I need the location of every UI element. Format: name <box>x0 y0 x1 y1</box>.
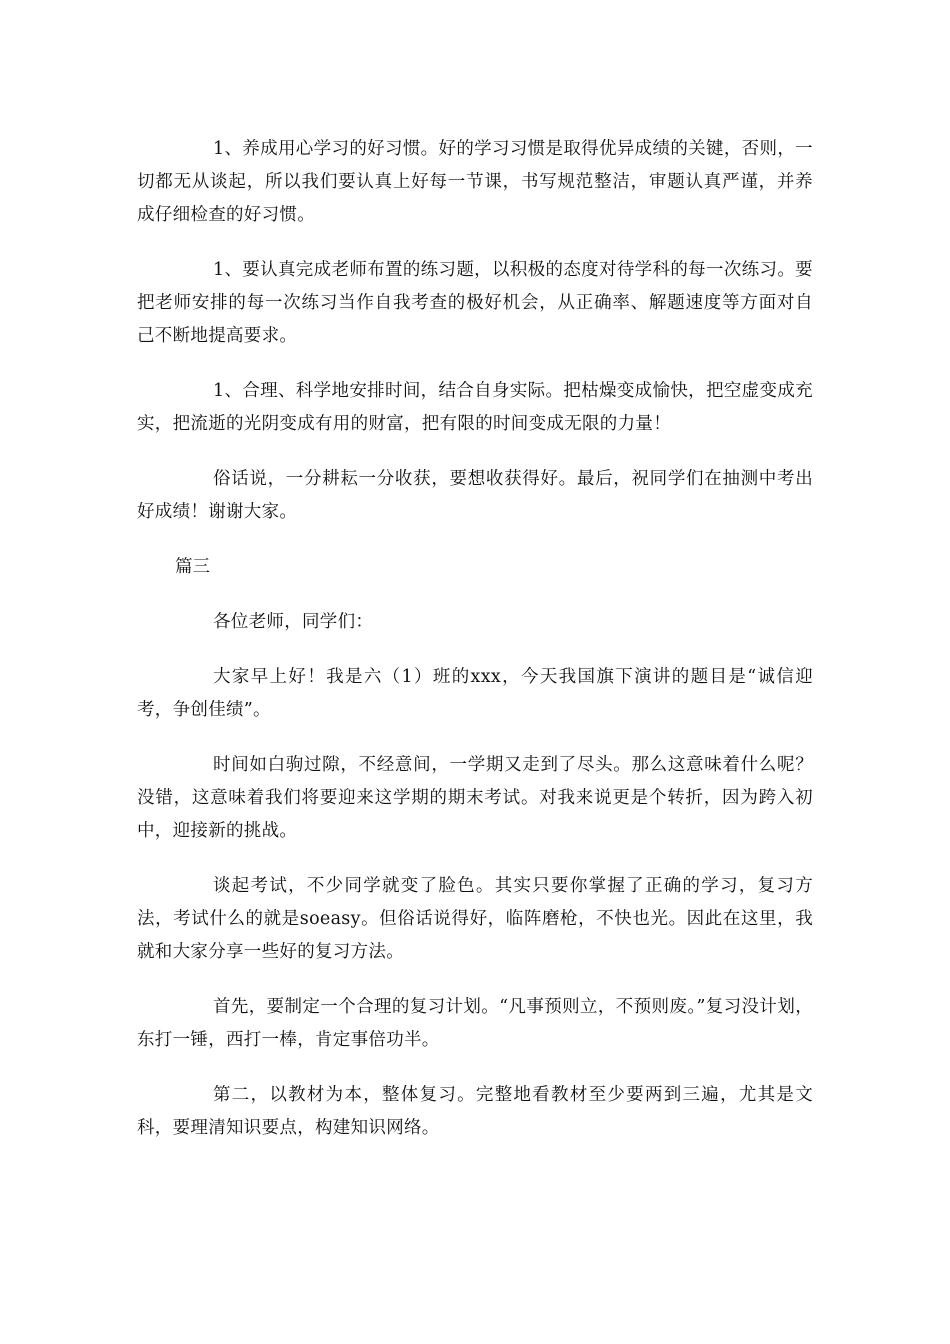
paragraph-exercises: 1、要认真完成老师布置的练习题，以积极的态度对待学科的每一次练习。要把老师安排的每一次练习当作自我考查的极好机会，从正确率、解题速度等方面对自己不断地提高要求。 <box>137 260 813 346</box>
section-heading: 篇三 <box>175 557 210 577</box>
paragraph-exam-talk: 谈起考试，不少同学就变了脸色。其实只要你掌握了正确的学习，复习方法，考试什么的就是soeasy。但俗话说得好，临阵磨枪，不快也光。因此在这里，我就和大家分享一些好的复习方法。 <box>137 876 813 962</box>
paragraph-review-plan: 首先，要制定一个合理的复习计划。“凡事预则立，不预则废。”复习没计划，东打一锤，西打一棒，肯定事倍功半。 <box>137 997 813 1050</box>
paragraph-time-management: 1、合理、科学地安排时间，结合自身实际。把枯燥变成愉快，把空虚变成充实，把流逝的光阴变成有用的财富，把有限的时间变成无限的力量！ <box>137 381 813 434</box>
paragraph-salutation: 各位老师，同学们： <box>213 612 374 632</box>
paragraph-greeting: 大家早上好！我是六（1）班的xxx，今天我国旗下演讲的题目是“诚信迎考，争创佳绩”。 <box>137 667 813 720</box>
paragraph-closing: 俗话说，一分耕耘一分收获，要想收获得好。最后，祝同学们在抽测中考出好成绩！谢谢大家。 <box>137 469 813 522</box>
paragraph-study-habits: 1、养成用心学习的好习惯。好的学习习惯是取得优异成绩的关键，否则，一切都无从谈起，所以我们要认真上好每一节课，书写规范整洁，审题认真严谨，并养成仔细检查的好习惯。 <box>137 139 813 225</box>
paragraph-time-passing: 时间如白驹过隙，不经意间，一学期又走到了尽头。那么这意味着什么呢？没错，这意味着我们将要迎来这学期的期末考试。对我来说更是个转折，因为跨入初中，迎接新的挑战。 <box>137 755 813 841</box>
document-body <box>137 133 813 1167</box>
paragraph-textbook-review: 第二，以教材为本，整体复习。完整地看教材至少要两到三遍，尤其是文科，要理清知识要点，构建知识网络。 <box>137 1085 813 1138</box>
